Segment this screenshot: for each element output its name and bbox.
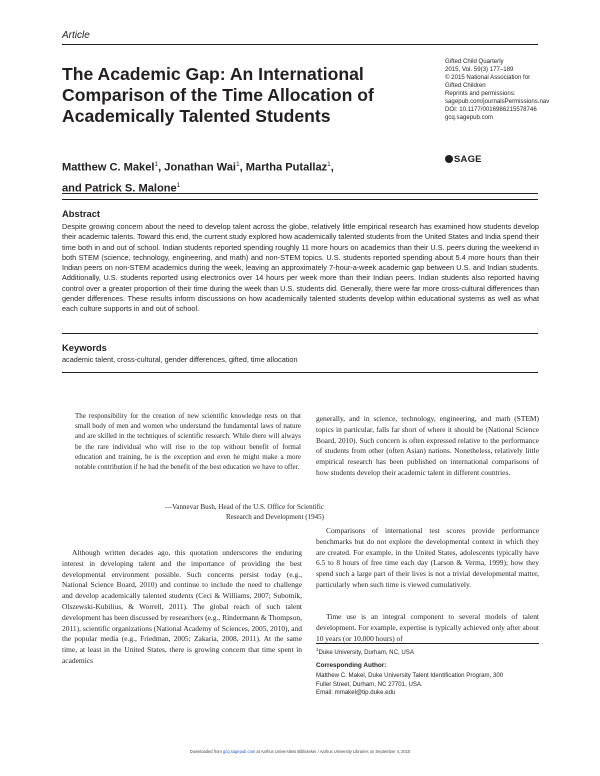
- divider: [62, 193, 538, 194]
- article-label: Article: [62, 30, 90, 41]
- corresponding-author-line: Matthew C. Makel, Duke University Talent Identification Program, 300: [316, 672, 504, 679]
- corresponding-author-heading: Corresponding Author:: [316, 662, 387, 669]
- author-affiliation-mark: 1: [235, 161, 240, 168]
- body-paragraph: Comparisons of international test scores provide performance benchmarks but do not explore the developmental context in which they are created. For example, in the United States, adolescents typically have 6.5 to 8 hours of free time each day (Larson & Verma, 1999); how they spend such a large part of their lives is not a trivial developmental matter, particularly when such time is viewed cumulatively.: [316, 526, 539, 589]
- download-suffix: at Aarhus Universitets Biblioteker / Aarhus University Libraries on September 4, 2015: [255, 749, 411, 754]
- author-affiliation-mark: 1: [327, 161, 331, 168]
- journal-reprints-url[interactable]: sagepub.com/journalsPermissions.nav: [445, 98, 550, 105]
- corresponding-author-details: [316, 672, 546, 698]
- corresponding-author-email[interactable]: Email: mmakel@tip.duke.edu: [316, 689, 396, 697]
- affiliation-footnote: [316, 647, 414, 656]
- download-link[interactable]: gcq.sagepub.com: [222, 749, 256, 754]
- keywords-text: academic talent, cross-cultural, gender differences, gifted, time allocation: [62, 355, 298, 364]
- download-prefix: Downloaded from: [189, 749, 223, 754]
- journal-volume: 2015, Vol. 59(3) 177–189: [445, 66, 514, 73]
- author-list: [62, 156, 482, 197]
- abstract-heading: Abstract: [62, 208, 101, 219]
- body-paragraph: generally, and in science, technology, engineering, and math (STEM) topics in particular, falls far short of where it should be (National Science Board, 2010). Such concern is often expressed relative to the performance of students from other (often Asian) nations. Nonetheless, relatively little empirical research has been published on international comparisons of how students develop their academic talent in different countries.: [316, 414, 539, 477]
- corresponding-author-line: Fuller Street, Durham, NC 27701, USA.: [316, 680, 423, 688]
- divider: [62, 333, 538, 334]
- journal-doi[interactable]: DOI: 10.1177/0016986215578746: [445, 106, 537, 113]
- footnote-divider: [316, 643, 539, 644]
- header-rule: [62, 44, 538, 45]
- divider: [62, 372, 538, 373]
- affiliation-text: Duke University, Durham, NC, USA: [318, 649, 414, 657]
- download-notice: [0, 749, 600, 754]
- affiliation-mark: 1: [316, 647, 319, 652]
- author-separator: ,: [330, 161, 334, 174]
- sage-logo-text: SAGE: [454, 154, 482, 165]
- divider: [62, 199, 538, 200]
- journal-copyright: © 2015 National Association for: [445, 74, 531, 81]
- body-paragraph: Although written decades ago, this quotation underscores the enduring interest in developing talent and the importance of providing the best developmental environment possible. Such concerns persist today (e.g., National Science Board, 2010) and continue to include the need to challenge and develop academically talented students (Ceci & Williams, 2007; Subotnik, Olszewski-Kubilius, & Worrell, 2011). The global reach of such talent development has been discussed by researchers (e.g., Rindermann & Thompson, 2011), scientific organizations (National Academy of Sciences, 2005, 2010), and the popular media (e.g., Friedman, 2005; Zakaria, 2008, 2011). At the same time, at least in the United States, there is growing concern that time spent in academics: [62, 548, 302, 665]
- epigraph-attribution: [110, 502, 324, 523]
- keywords-heading: Keywords: [62, 342, 107, 353]
- abstract-text: Despite growing concern about the need to develop talent across the globe, relatively little empirical research has examined how students develop their academic talents. Toward this end, the current study explored how academically talented students from the United States and India spend their time both in and out of school. Indian students reported spending roughly 11 more hours on academics than their U.S. peers during the weekend in both STEM (science, technology, engineering, and math) and non-STEM topics. U.S. students reported spending about 5.4 more hours than their Indian peers on non-STEM academics during the week, leaving an approximately 7-hour-a-week academic gap between U.S. and Indian students. Additionally, U.S. students reported using electronics over 14 hours per week more than their Indian peers. Indian students also reported having control over a greater proportion of their time during the week than U.S. students did. Generally, there were far more cross-cultural differences than gender differences. These results inform discussions on how academically talented students develop within educational systems as well as what each culture supports in and out of school.: [62, 222, 539, 314]
- author-affiliation-mark: 1: [176, 181, 181, 189]
- epigraph-attribution-line: Research and Development (1945): [225, 513, 324, 522]
- epigraph-quote: The responsibility for the creation of new scientific knowledge rests on that small body of men and women who understand the fundamental laws of nature and are skilled in the techniques of scientific research. While there will always be the rare individual who will rise to the top without benefit of formal education and training, he is the exception and even he might make a more notable contribution if he had the benefit of the best education we have to offer.: [75, 412, 301, 472]
- journal-meta: [445, 58, 555, 122]
- journal-copyright-cont: Gifted Children: [445, 82, 486, 89]
- author-name: Matthew C. Makel: [62, 161, 155, 174]
- body-paragraph: Time use is an integral component to several models of talent development. For example, expertise is typically achieved only after about 10 years (or 10,000 hours) of: [316, 612, 539, 643]
- journal-reprints: Reprints and permissions:: [445, 90, 516, 97]
- author-name: Jonathan Wai: [164, 161, 236, 174]
- author-separator: ,: [158, 161, 162, 174]
- journal-site[interactable]: gcq.sagepub.com: [445, 114, 494, 121]
- journal-name: Gifted Child Quarterly: [445, 58, 504, 65]
- author-name: Martha Putallaz: [245, 161, 328, 174]
- article-title: The Academic Gap: An International Comparison of the Time Allocation of Academically Talented Students: [62, 64, 374, 126]
- author-name: and Patrick S. Malone: [62, 182, 177, 195]
- epigraph-attribution-line: —Vannevar Bush, Head of the U.S. Office for Scientific: [165, 503, 324, 511]
- author-separator: ,: [239, 161, 243, 174]
- author-affiliation-mark: 1: [154, 161, 159, 168]
